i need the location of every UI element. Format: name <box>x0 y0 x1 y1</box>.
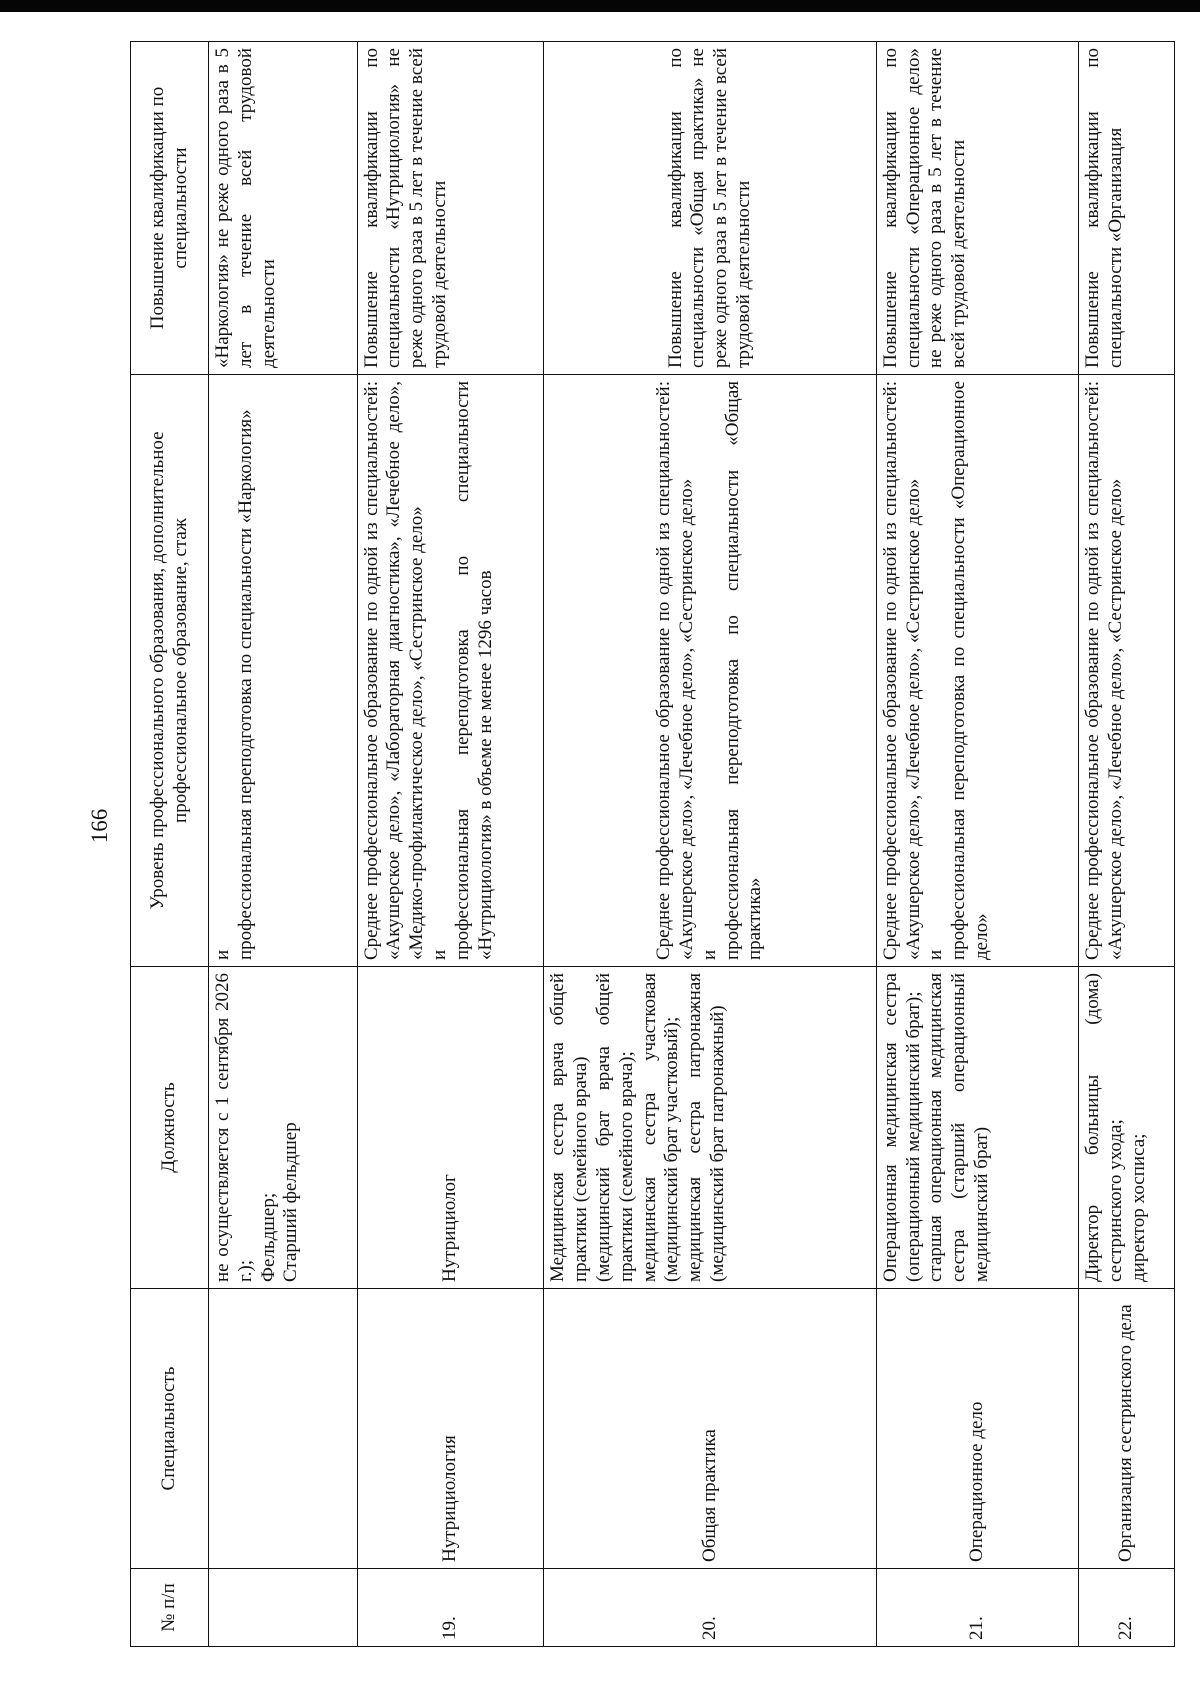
position-line: Операционная медицинская сестра (операционный медицинский брат); <box>879 973 924 1282</box>
position-line: Старший фельдшер <box>280 1122 302 1282</box>
requirements-line: Среднее профессиональное образование по одной из специальностей: «Акушерское дело», «Лечебное дело», «Сестринское дело» <box>653 381 697 960</box>
row-specialty: Организация сестринского дела <box>1079 1289 1175 1569</box>
row-num <box>209 1569 358 1647</box>
header-specialty: Специальность <box>131 1289 209 1569</box>
row-requirements <box>876 375 1079 967</box>
requirements-line: профессиональная переподготовка по специальности «Общая практика» <box>721 381 766 960</box>
position-line: Директор больницы (дома) сестринского ухода; <box>1082 973 1127 1282</box>
position-line: не осуществляется с 1 сентября 2026 г.); <box>212 973 256 1282</box>
position-line: старшая операционная медицинская сестра (старший операционный медицинский брат) <box>925 973 993 1282</box>
row-specialty: Нутрициология <box>357 1289 544 1569</box>
page-number: 166 <box>87 808 112 844</box>
row-qualification: Повышение квалификации по специальности «Нутрициология» не реже одного раза в 5 лет в течение всей трудовой деятельности <box>357 42 544 375</box>
row-position <box>876 967 1079 1289</box>
rotated-table-frame <box>130 42 1175 1647</box>
table-row <box>876 42 1079 1647</box>
requirements-line: Среднее профессиональное образование по одной из специальностей: «Акушерское дело», «Лабораторная диагностика», «Лечебное дело», «Медико-профилактическое дело», «Сестринское дело» <box>360 381 428 960</box>
row-position <box>357 967 544 1289</box>
row-requirements <box>1079 375 1175 967</box>
row-qualification: Повышение квалификации по специальности «Общая практика» не реже одного раза в 5 лет в течение всей трудовой деятельности <box>544 42 876 375</box>
row-specialty: Операционное дело <box>876 1289 1079 1569</box>
position-line: (медицинский брат врача общей практики (семейного врача); <box>593 973 637 1282</box>
requirements-line: и <box>925 949 947 960</box>
row-specialty <box>209 1289 358 1569</box>
table-row <box>544 42 876 1647</box>
position-line: Нутрициолог <box>439 1174 461 1282</box>
row-requirements <box>357 375 544 967</box>
scan-top-border <box>0 0 1200 12</box>
requirements-line: Среднее профессиональное образование по одной из специальностей: «Акушерское дело», «Лечебное дело», «Сестринское дело» <box>879 381 924 960</box>
row-position <box>209 967 358 1289</box>
position-line: директор хосписа; <box>1128 1133 1149 1282</box>
row-num: 19. <box>357 1569 544 1647</box>
requirements-line: профессиональная переподготовка по специальности «Наркология» <box>234 409 256 960</box>
requirements-line: профессиональная переподготовка по специальности «Нутрициология» в объеме не менее 1296 часов <box>451 381 496 960</box>
requirements-line: и <box>212 949 233 960</box>
table-header-row <box>131 42 209 1647</box>
requirements-line: и <box>428 949 450 960</box>
row-qualification: «Наркология» не реже одного раза в 5 лет в течение всей трудовой деятельности <box>209 42 358 375</box>
header-num: № п/п <box>131 1569 209 1647</box>
header-qualification: Повышение квалификации по специальности <box>131 42 209 375</box>
row-specialty: Общая практика <box>544 1289 876 1569</box>
position-line: Фельдшер; <box>257 1192 279 1282</box>
row-qualification: Повышение квалификации по специальности «Организация <box>1079 42 1175 375</box>
position-line: Медицинская сестра врача общей практики (семейного врача) <box>547 973 592 1282</box>
table-row <box>1079 42 1175 1647</box>
qualification-table <box>130 41 1175 1647</box>
header-requirements: Уровень профессионального образования, дополнительное профессиональное образование, стаж <box>131 375 209 967</box>
requirements-line: Среднее профессиональное образование по одной из специальностей: «Акушерское дело», «Лечебное дело», «Сестринское дело» <box>1082 381 1127 960</box>
requirements-line: и <box>698 949 720 960</box>
table-row <box>209 42 358 1647</box>
requirements-line: профессиональная переподготовка по специальности «Операционное дело» <box>948 381 993 960</box>
row-requirements <box>209 375 358 967</box>
row-position <box>1079 967 1175 1289</box>
row-position <box>544 967 876 1289</box>
position-line: медицинская сестра патронажная (медицинский брат патронажный) <box>684 973 729 1282</box>
position-line: медицинская сестра участковая (медицинский брат участковый); <box>638 973 683 1282</box>
row-requirements <box>544 375 876 967</box>
row-num: 21. <box>876 1569 1079 1647</box>
table-row <box>357 42 544 1647</box>
header-position: Должность <box>131 967 209 1289</box>
row-num: 20. <box>544 1569 876 1647</box>
row-qualification: Повышение квалификации по специальности «Операционное дело» не реже одного раза в 5 лет в течение всей трудовой деятельности <box>876 42 1079 375</box>
row-num: 22. <box>1079 1569 1175 1647</box>
